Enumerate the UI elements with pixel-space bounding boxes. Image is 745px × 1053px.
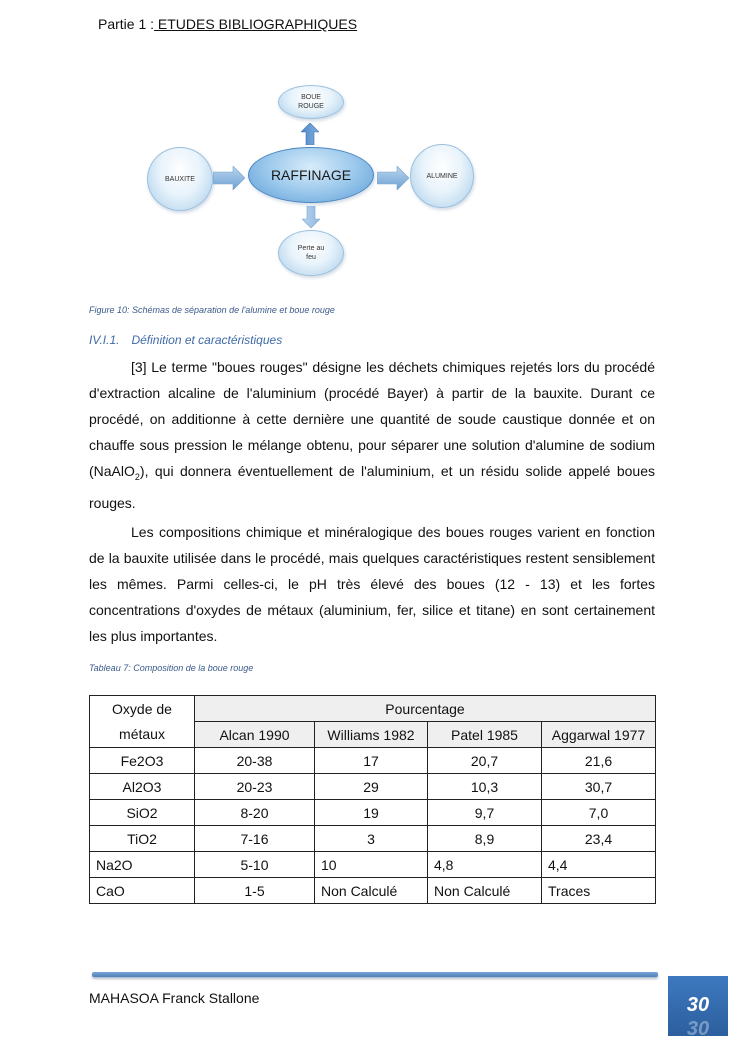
footer-author: MAHASOA Franck Stallone xyxy=(89,990,260,1006)
section-title: Définition et caractéristiques xyxy=(131,333,283,347)
value-cell: 21,6 xyxy=(542,748,656,774)
oxide-cell: TiO2 xyxy=(90,826,195,852)
oxide-cell: CaO xyxy=(90,878,195,904)
oxide-header xyxy=(90,696,195,748)
node-alumine-label: ALUMINE xyxy=(426,172,458,180)
node-raffinage-label: RAFFINAGE xyxy=(270,167,352,183)
page-number-reflection: 30 xyxy=(686,1018,710,1036)
value-cell: 9,7 xyxy=(428,800,542,826)
arrow-right-icon xyxy=(213,166,245,190)
value-cell: 30,7 xyxy=(542,774,656,800)
value-cell: 4,8 xyxy=(428,852,542,878)
value-cell: 7,0 xyxy=(542,800,656,826)
separation-diagram xyxy=(140,80,480,280)
node-boue-rouge xyxy=(278,85,344,119)
paragraph-1-subscript: 2 xyxy=(134,471,140,482)
value-cell: Traces xyxy=(542,878,656,904)
figure-caption: Figure 10: Schémas de séparation de l'alumine et boue rouge xyxy=(89,305,335,315)
node-bauxite-label: BAUXITE xyxy=(165,175,195,183)
paragraph-1-text-a: [3] Le terme "boues rouges" désigne les déchets chimiques rejetés lors du procédé d'extraction alcaline de l'aluminium (procédé Bayer) à partir de la bauxite. Durant ce procédé, on additionne à cette dernière une quantité de soude caustique donnée et on chauffe sous pression le mélange obtenu, pour séparer une solution d'alumine de sodium (NaAlO xyxy=(89,359,655,479)
page-number: 30 xyxy=(686,994,710,1016)
value-cell: 10,3 xyxy=(428,774,542,800)
paragraph-1 xyxy=(89,354,655,516)
oxide-cell: Fe2O3 xyxy=(90,748,195,774)
node-perte-au-feu xyxy=(278,230,344,276)
column-header: Aggarwal 1977 xyxy=(542,722,656,748)
value-cell: Non Calculé xyxy=(428,878,542,904)
header-title: ETUDES BIBLIOGRAPHIQUES xyxy=(154,16,358,32)
page-header xyxy=(98,16,357,32)
node-alumine xyxy=(410,144,474,208)
arrow-down-icon xyxy=(302,206,320,228)
oxide-header-line2: métaux xyxy=(119,725,165,742)
value-cell: 19 xyxy=(315,800,428,826)
value-cell: 20-23 xyxy=(195,774,315,800)
table-row xyxy=(90,774,656,800)
value-cell: 10 xyxy=(315,852,428,878)
arrow-right-icon xyxy=(377,166,409,190)
node-boue-rouge-label: BOUE ROUGE xyxy=(298,94,324,110)
value-cell: 8-20 xyxy=(195,800,315,826)
oxide-cell: Na2O xyxy=(90,852,195,878)
page-number-box xyxy=(668,976,728,1036)
table-row xyxy=(90,878,656,904)
value-cell: 29 xyxy=(315,774,428,800)
column-header: Alcan 1990 xyxy=(195,722,315,748)
table-row xyxy=(90,800,656,826)
group-header: Pourcentage xyxy=(195,696,656,722)
table-row xyxy=(90,748,656,774)
section-number: IV.I.1. xyxy=(89,333,120,347)
column-header: Patel 1985 xyxy=(428,722,542,748)
footer-divider xyxy=(92,972,658,977)
value-cell: 23,4 xyxy=(542,826,656,852)
value-cell: 4,4 xyxy=(542,852,656,878)
paragraph-2-text: Les compositions chimique et minéralogique des boues rouges varient en fonction de la bauxite utilisée dans le procédé, mais quelques caractéristiques restent sensiblement les mêmes. Parmi celles-ci, le pH très élevé des boues (12 - 13) et les fortes concentrations d'oxydes de métaux (aluminium, fer, silice et titane) en sont certainement les plus importantes. xyxy=(89,524,655,644)
node-raffinage xyxy=(248,147,374,203)
header-prefix: Partie 1 : xyxy=(98,16,155,32)
oxide-cell: Al2O3 xyxy=(90,774,195,800)
value-cell: 8,9 xyxy=(428,826,542,852)
section-heading xyxy=(89,333,282,347)
arrow-up-icon xyxy=(301,123,319,145)
value-cell: 7-16 xyxy=(195,826,315,852)
table-caption: Tableau 7: Composition de la boue rouge xyxy=(89,663,254,673)
value-cell: Non Calculé xyxy=(315,878,428,904)
node-perte-au-feu-label: Perte au feu xyxy=(297,245,325,261)
oxide-cell: SiO2 xyxy=(90,800,195,826)
value-cell: 3 xyxy=(315,826,428,852)
node-bauxite xyxy=(147,147,213,211)
value-cell: 1-5 xyxy=(195,878,315,904)
value-cell: 20,7 xyxy=(428,748,542,774)
composition-table xyxy=(89,695,656,904)
value-cell: 5-10 xyxy=(195,852,315,878)
value-cell: 17 xyxy=(315,748,428,774)
value-cell: 20-38 xyxy=(195,748,315,774)
oxide-header-line1: Oxyde de xyxy=(112,700,172,717)
table-row xyxy=(90,826,656,852)
paragraph-1-text-b: ), qui donnera éventuellement de l'aluminium, et un résidu solide appelé boues rouges. xyxy=(89,463,655,511)
table-row xyxy=(90,852,656,878)
table-header-row xyxy=(90,696,656,722)
column-header: Williams 1982 xyxy=(315,722,428,748)
paragraph-2 xyxy=(89,519,655,649)
